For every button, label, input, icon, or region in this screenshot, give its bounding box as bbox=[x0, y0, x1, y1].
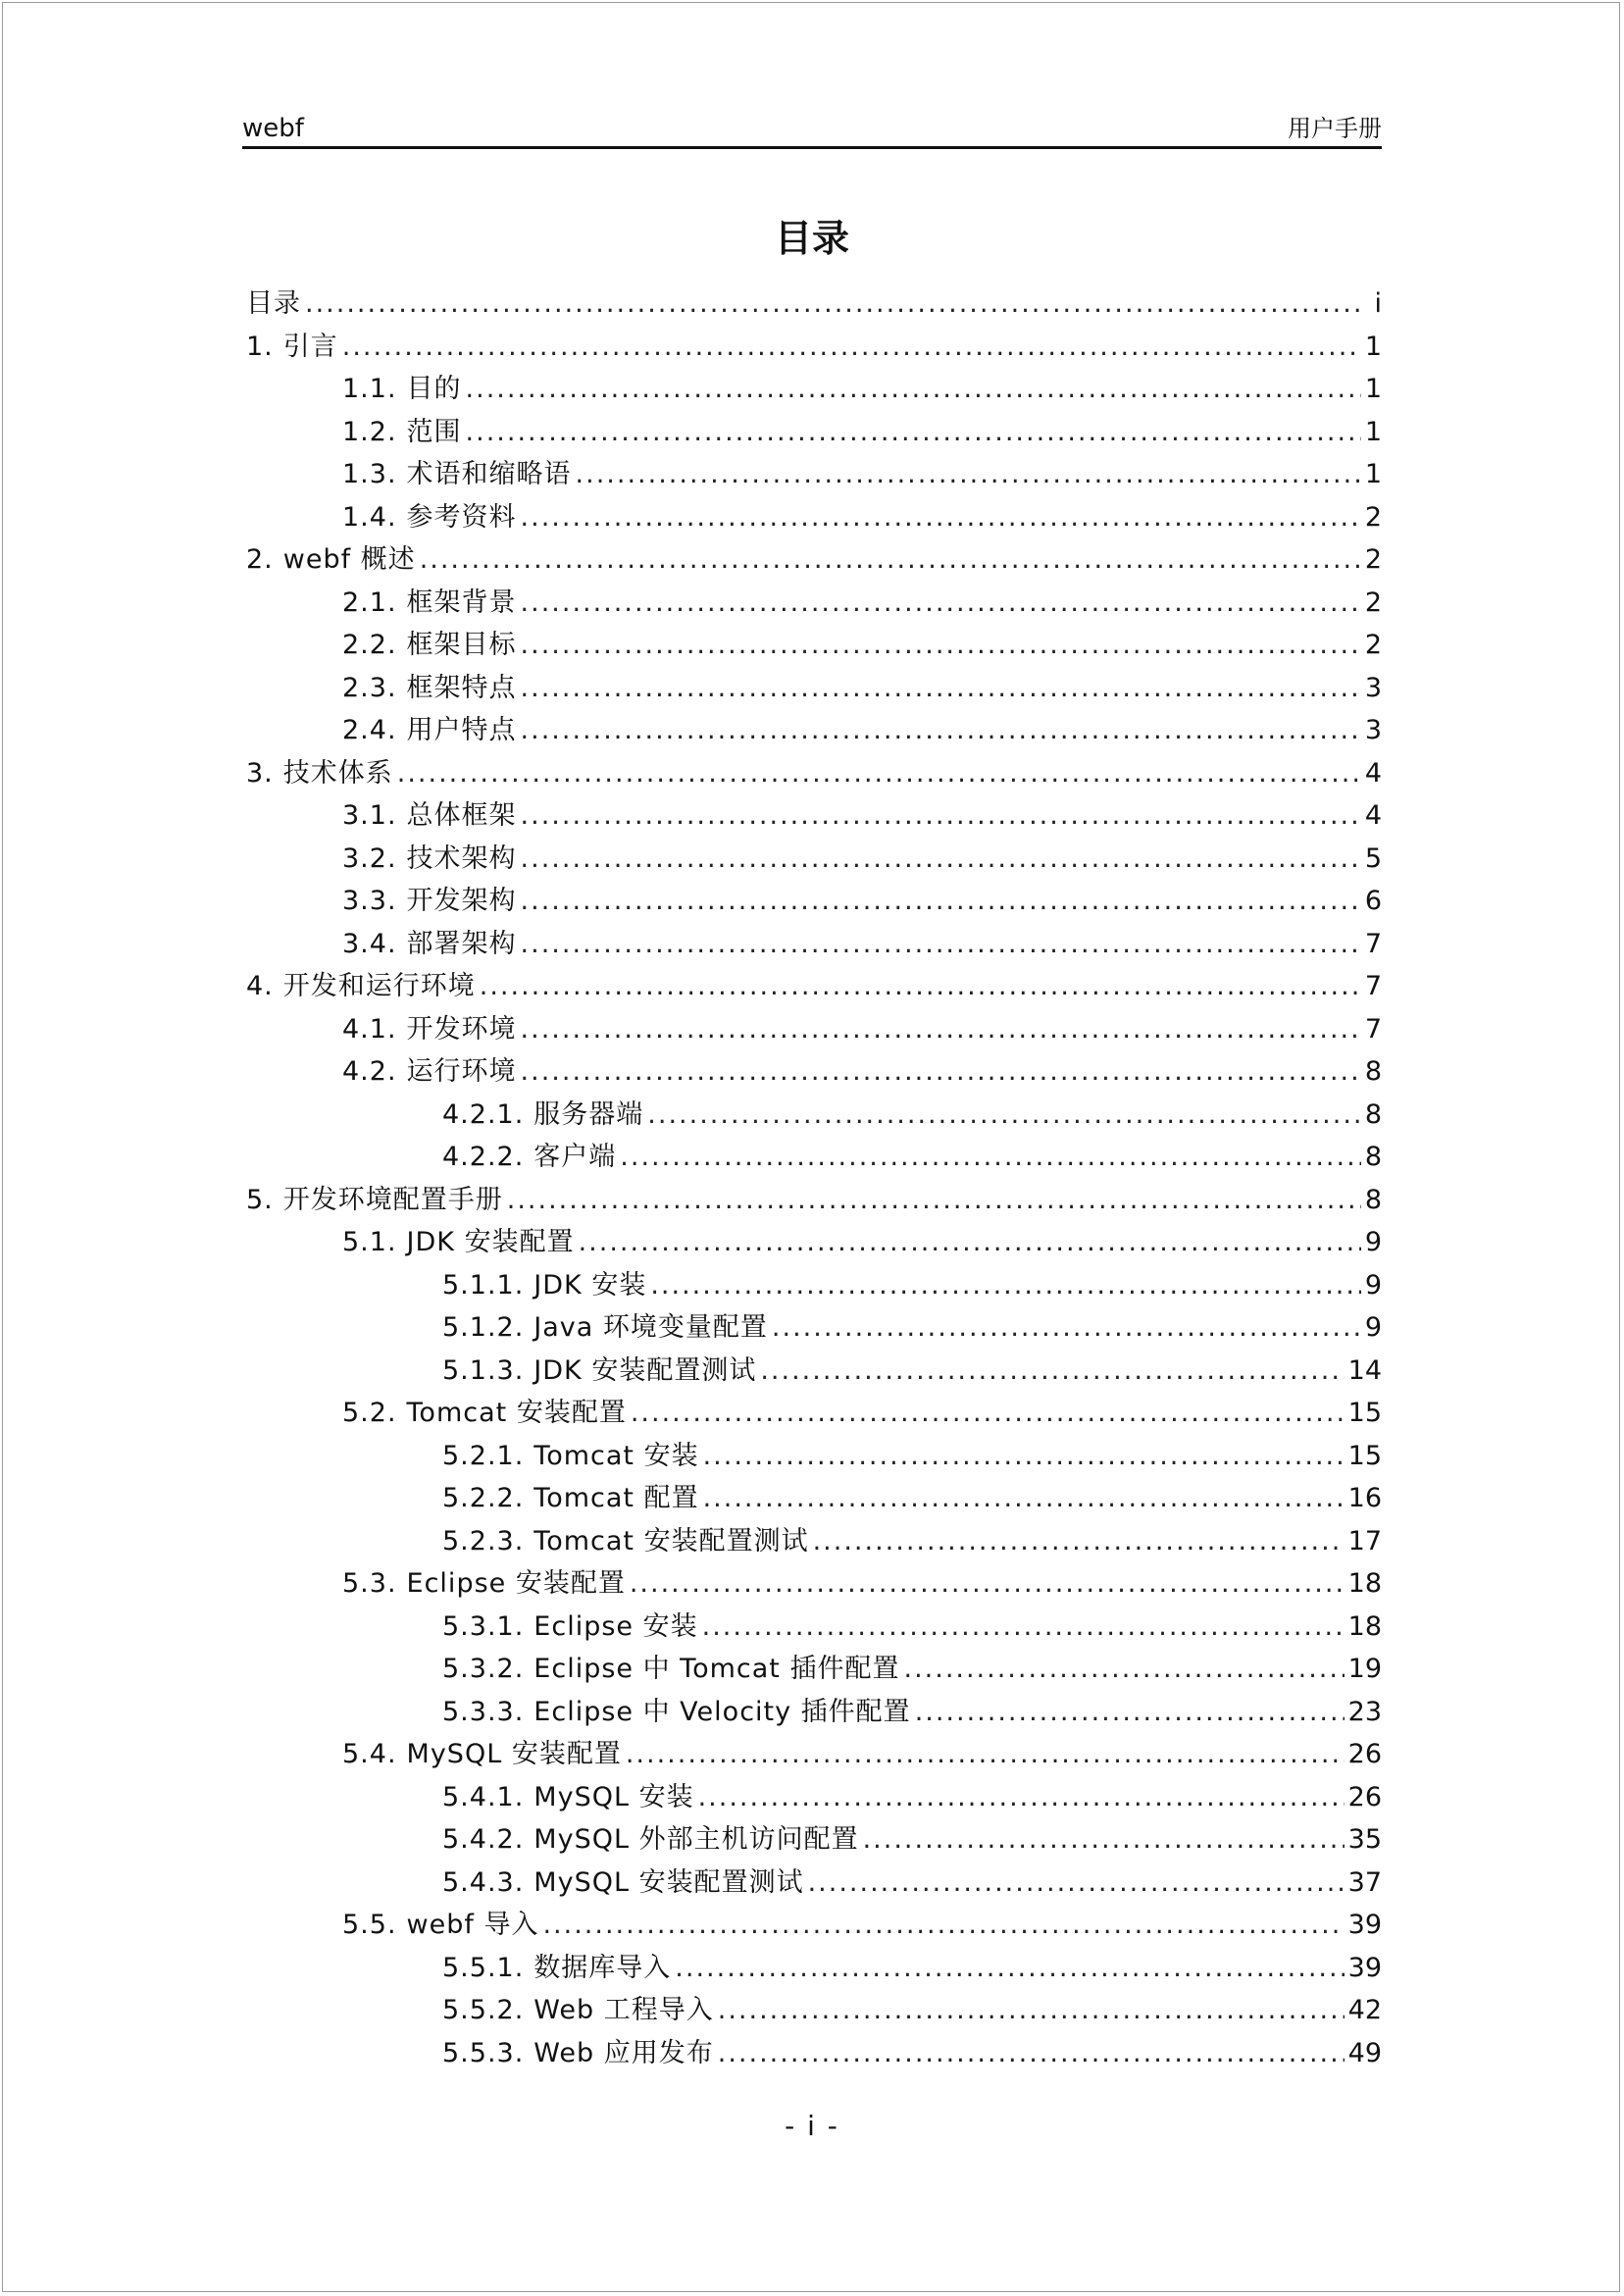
toc-entry[interactable] bbox=[246, 1520, 1382, 1563]
dot-leader bbox=[521, 582, 1361, 625]
dot-leader bbox=[521, 880, 1361, 923]
dot-leader bbox=[521, 624, 1361, 667]
toc-entry-number: 2.3. bbox=[342, 672, 397, 703]
toc-entry[interactable] bbox=[246, 538, 1382, 582]
toc-entry-page: 23 bbox=[1347, 1696, 1382, 1727]
toc-entry[interactable] bbox=[246, 1648, 1382, 1691]
toc-entry[interactable] bbox=[246, 1350, 1382, 1393]
toc-entry-label: 术语和缩略语 bbox=[406, 459, 572, 489]
toc-entry-page: 14 bbox=[1347, 1354, 1382, 1386]
toc-entry-label: 框架目标 bbox=[406, 630, 517, 660]
toc-entry[interactable] bbox=[246, 1606, 1382, 1649]
toc-entry[interactable] bbox=[246, 282, 1382, 326]
toc-entry-page: 9 bbox=[1364, 1312, 1382, 1343]
toc-entry-page: 1 bbox=[1364, 374, 1382, 404]
toc-entry-number: 1.2. bbox=[342, 416, 397, 447]
page-title: 目录 bbox=[774, 217, 849, 260]
toc-entry[interactable] bbox=[246, 1989, 1382, 2032]
toc-entry-label: 数据库导入 bbox=[533, 1952, 672, 1983]
toc-entry-label: 范围 bbox=[406, 416, 462, 447]
toc-entry-label: 用户特点 bbox=[406, 715, 517, 745]
dot-leader bbox=[507, 1179, 1361, 1222]
toc-entry[interactable] bbox=[246, 880, 1382, 923]
toc-entry-label: 框架特点 bbox=[406, 672, 517, 703]
dot-leader bbox=[466, 411, 1361, 454]
toc-entry[interactable] bbox=[246, 1008, 1382, 1051]
toc-entry-number: 5.5.1. bbox=[442, 1952, 525, 1983]
toc-entry[interactable] bbox=[246, 1094, 1382, 1137]
toc-entry-label: Tomcat 安装配置测试 bbox=[533, 1525, 809, 1556]
toc-entry[interactable] bbox=[246, 1947, 1382, 1990]
toc-entry-number: 4.1. bbox=[342, 1013, 397, 1045]
toc-entry-page: 6 bbox=[1364, 886, 1382, 916]
toc-entry-page: 19 bbox=[1347, 1654, 1382, 1684]
toc-entry[interactable] bbox=[246, 752, 1382, 795]
toc-entry-label: 开发和运行环境 bbox=[282, 971, 476, 1001]
dot-leader bbox=[772, 1306, 1361, 1350]
toc-entry-label: JDK 安装配置 bbox=[406, 1227, 575, 1257]
dot-leader bbox=[521, 1050, 1361, 1094]
toc-entry-label: 技术架构 bbox=[406, 842, 517, 874]
dot-leader bbox=[305, 282, 1364, 326]
toc-entry-number: 2. bbox=[246, 544, 274, 575]
toc-entry-page: 7 bbox=[1364, 1013, 1382, 1045]
dot-leader bbox=[521, 794, 1361, 838]
toc-entry-number: 5.4. bbox=[342, 1739, 397, 1769]
dot-leader bbox=[342, 326, 1361, 369]
dot-leader bbox=[397, 752, 1361, 795]
dot-leader bbox=[521, 1008, 1361, 1051]
header-doc-type: 用户手册 bbox=[1288, 115, 1382, 142]
dot-leader bbox=[813, 1520, 1345, 1563]
toc-entry[interactable] bbox=[246, 624, 1382, 667]
toc-entry-page: 8 bbox=[1364, 1142, 1382, 1172]
dot-leader bbox=[647, 1094, 1361, 1137]
toc-entry-page: 2 bbox=[1364, 587, 1382, 618]
toc-entry[interactable] bbox=[246, 411, 1382, 454]
toc-entry-label: 总体框架 bbox=[406, 800, 517, 831]
toc-entry-number: 1.1. bbox=[342, 374, 397, 404]
toc-entry-number: 5. bbox=[246, 1184, 274, 1215]
toc-entry-number: 5.1.1. bbox=[442, 1269, 525, 1301]
toc-entry-number: 5.3.2. bbox=[442, 1654, 525, 1684]
toc-entry-label: 开发环境配置手册 bbox=[282, 1184, 503, 1215]
dot-leader bbox=[521, 667, 1361, 710]
toc-entry-label: MySQL 安装 bbox=[533, 1781, 694, 1812]
dot-leader bbox=[521, 496, 1361, 539]
toc-entry-number: 3. bbox=[246, 757, 274, 789]
toc-entry-label: Tomcat 安装配置 bbox=[406, 1398, 627, 1428]
toc-entry-label: 目录 bbox=[246, 288, 301, 319]
dot-leader bbox=[808, 1862, 1345, 1905]
dot-leader bbox=[626, 1733, 1345, 1776]
toc-entry-page: 1 bbox=[1364, 331, 1382, 362]
toc-entry-number: 3.3. bbox=[342, 886, 397, 916]
toc-entry-page: 4 bbox=[1364, 800, 1382, 831]
toc-entry-number: 2.4. bbox=[342, 715, 397, 745]
dot-leader bbox=[542, 1904, 1344, 1947]
toc-entry[interactable] bbox=[246, 1691, 1382, 1734]
toc-entry-number: 1.4. bbox=[342, 501, 397, 533]
toc-entry-label: Eclipse 安装配置 bbox=[406, 1568, 626, 1599]
header-doc-name: webf bbox=[242, 114, 304, 143]
toc-entry-number: 5.5.3. bbox=[442, 2037, 525, 2068]
toc-entry-number: 5.3. bbox=[342, 1568, 397, 1599]
dot-leader bbox=[718, 1989, 1345, 2032]
toc-entry-page: 8 bbox=[1364, 1056, 1382, 1087]
dot-leader bbox=[702, 1606, 1345, 1649]
toc-entry[interactable] bbox=[246, 965, 1382, 1008]
toc-entry[interactable] bbox=[246, 1221, 1382, 1264]
toc-entry-number: 5.2.3. bbox=[442, 1525, 525, 1556]
toc-entry-label: 客户端 bbox=[533, 1142, 617, 1172]
toc-entry-number: 5.4.3. bbox=[442, 1866, 525, 1898]
toc-entry-page: 26 bbox=[1347, 1781, 1382, 1812]
toc-entry[interactable] bbox=[246, 1050, 1382, 1094]
toc-entry-number: 5.4.2. bbox=[442, 1824, 525, 1855]
toc-entry-label: 开发架构 bbox=[406, 886, 517, 916]
toc-entry-number: 1.3. bbox=[342, 459, 397, 489]
toc-entry-number: 5.2.2. bbox=[442, 1483, 525, 1513]
dot-leader bbox=[698, 1776, 1345, 1819]
toc-entry-label: Web 应用发布 bbox=[533, 2037, 714, 2068]
toc-entry-number: 5.4.1. bbox=[442, 1781, 525, 1812]
toc-entry-page: 26 bbox=[1347, 1739, 1382, 1769]
toc-entry-page: 9 bbox=[1364, 1227, 1382, 1257]
toc-entry-label: Tomcat 安装 bbox=[533, 1440, 699, 1471]
toc-entry-page: 3 bbox=[1364, 715, 1382, 745]
toc-entry-page: 18 bbox=[1347, 1568, 1382, 1599]
toc-entry[interactable] bbox=[246, 326, 1382, 369]
toc-entry[interactable] bbox=[246, 1562, 1382, 1606]
toc-entry-label: Eclipse 中 Tomcat 插件配置 bbox=[533, 1654, 900, 1684]
toc-entry-page: 42 bbox=[1347, 1995, 1382, 2025]
toc-entry-number: 4.2. bbox=[342, 1056, 397, 1087]
toc-entry-page: 39 bbox=[1347, 1910, 1382, 1940]
toc-entry-number: 5.1.3. bbox=[442, 1354, 525, 1386]
toc-entry[interactable] bbox=[246, 1904, 1382, 1947]
toc-entry[interactable] bbox=[246, 794, 1382, 838]
dot-leader bbox=[718, 2032, 1345, 2075]
toc-entry-page: 16 bbox=[1347, 1483, 1382, 1513]
toc-entry-page: 1 bbox=[1364, 459, 1382, 489]
toc-entry[interactable] bbox=[246, 1264, 1382, 1307]
toc-entry-label: 运行环境 bbox=[406, 1056, 517, 1087]
toc-entry-number: 1. bbox=[246, 331, 274, 362]
toc-entry-label: Java 环境变量配置 bbox=[533, 1312, 768, 1343]
toc-entry-page: 4 bbox=[1364, 757, 1382, 789]
toc-entry[interactable] bbox=[246, 1306, 1382, 1350]
toc-entry-number: 5.1.2. bbox=[442, 1312, 525, 1343]
dot-leader bbox=[620, 1136, 1361, 1179]
page-number-footer: - i - bbox=[785, 2110, 839, 2142]
dot-leader bbox=[903, 1648, 1344, 1691]
toc-entry-page: 15 bbox=[1347, 1440, 1382, 1471]
dot-leader bbox=[521, 709, 1361, 752]
toc-entry-page: 15 bbox=[1347, 1398, 1382, 1428]
dot-leader bbox=[466, 368, 1361, 411]
toc-entry-number: 4.2.1. bbox=[442, 1098, 525, 1130]
toc-entry-page: 49 bbox=[1347, 2037, 1382, 2068]
toc-entry[interactable] bbox=[246, 1179, 1382, 1222]
toc-entry-number: 5.3.1. bbox=[442, 1610, 525, 1642]
toc-entry[interactable] bbox=[246, 1818, 1382, 1862]
dot-leader bbox=[915, 1691, 1345, 1734]
toc-entry-page: 2 bbox=[1364, 501, 1382, 533]
toc-entry-label: Tomcat 配置 bbox=[533, 1483, 699, 1513]
toc-entry[interactable] bbox=[246, 667, 1382, 710]
toc-entry-label: MySQL 安装配置测试 bbox=[533, 1866, 804, 1898]
toc-entry-label: 技术体系 bbox=[282, 757, 393, 789]
dot-leader bbox=[631, 1392, 1345, 1435]
toc-entry-page: 17 bbox=[1347, 1525, 1382, 1556]
dot-leader bbox=[420, 538, 1361, 582]
dot-leader bbox=[521, 923, 1361, 966]
toc-entry-page: 18 bbox=[1347, 1610, 1382, 1642]
toc-entry-number: 5.5. bbox=[342, 1910, 397, 1940]
toc-entry-label: 目的 bbox=[406, 374, 462, 404]
toc-entry-label: Eclipse 中 Velocity 插件配置 bbox=[533, 1696, 911, 1727]
toc-entry-page: 8 bbox=[1364, 1184, 1382, 1215]
toc-entry-number: 5.3.3. bbox=[442, 1696, 525, 1727]
toc-entry-number: 4. bbox=[246, 971, 274, 1001]
toc-entry[interactable] bbox=[246, 1392, 1382, 1435]
dot-leader bbox=[630, 1562, 1345, 1606]
toc-entry[interactable] bbox=[246, 1733, 1382, 1776]
dot-leader bbox=[579, 1221, 1361, 1264]
toc-entry-number: 3.1. bbox=[342, 800, 397, 831]
toc-entry-page: 8 bbox=[1364, 1098, 1382, 1130]
toc-entry-page: 35 bbox=[1347, 1824, 1382, 1855]
toc-entry-label: MySQL 安装配置 bbox=[406, 1739, 622, 1769]
toc-entry-label: MySQL 外部主机访问配置 bbox=[533, 1824, 859, 1855]
toc-entry-page: 7 bbox=[1364, 971, 1382, 1001]
toc-entry[interactable] bbox=[246, 582, 1382, 625]
toc-entry-page: 9 bbox=[1364, 1269, 1382, 1301]
toc-entry-page: 7 bbox=[1364, 928, 1382, 959]
toc-entry-page: 39 bbox=[1347, 1952, 1382, 1983]
toc-entry[interactable] bbox=[246, 1776, 1382, 1819]
toc-entry-number: 5.2.1. bbox=[442, 1440, 525, 1471]
toc-entry-label: 部署架构 bbox=[406, 928, 517, 959]
toc-entry-label: webf 导入 bbox=[406, 1910, 539, 1940]
toc-entry-label: 服务器端 bbox=[533, 1098, 644, 1130]
toc-entry-number: 2.2. bbox=[342, 630, 397, 660]
toc-entry[interactable] bbox=[246, 453, 1382, 496]
toc-entry-page: i bbox=[1374, 288, 1382, 319]
toc-entry-page: 2 bbox=[1364, 544, 1382, 575]
toc-entry[interactable] bbox=[246, 1477, 1382, 1520]
toc-entry-number: 5.5.2. bbox=[442, 1995, 525, 2025]
toc-entry-label: webf 概述 bbox=[282, 544, 416, 575]
table-of-contents bbox=[246, 282, 1382, 2074]
toc-entry[interactable] bbox=[246, 2032, 1382, 2075]
toc-entry-page: 5 bbox=[1364, 842, 1382, 874]
toc-entry-label: 开发环境 bbox=[406, 1013, 517, 1045]
toc-entry[interactable] bbox=[246, 1136, 1382, 1179]
toc-entry-page: 1 bbox=[1364, 416, 1382, 447]
toc-entry-number: 3.2. bbox=[342, 842, 397, 874]
toc-entry-number: 5.1. bbox=[342, 1227, 397, 1257]
toc-entry-page: 37 bbox=[1347, 1866, 1382, 1898]
dot-leader bbox=[760, 1350, 1344, 1393]
toc-entry-page: 2 bbox=[1364, 630, 1382, 660]
toc-entry[interactable] bbox=[246, 1435, 1382, 1478]
toc-entry[interactable] bbox=[246, 838, 1382, 881]
dot-leader bbox=[521, 838, 1361, 881]
dot-leader bbox=[703, 1435, 1345, 1478]
toc-entry[interactable] bbox=[246, 1862, 1382, 1905]
toc-entry-label: 引言 bbox=[282, 331, 338, 362]
dot-leader bbox=[675, 1947, 1344, 1990]
toc-entry[interactable] bbox=[246, 368, 1382, 411]
dot-leader bbox=[703, 1477, 1345, 1520]
toc-entry-label: Web 工程导入 bbox=[533, 1995, 714, 2025]
toc-entry-number: 3.4. bbox=[342, 928, 397, 959]
toc-entry-number: 2.1. bbox=[342, 587, 397, 618]
toc-entry-label: JDK 安装 bbox=[533, 1269, 647, 1301]
running-header bbox=[242, 110, 1382, 149]
toc-entry-number: 5.2. bbox=[342, 1398, 397, 1428]
dot-leader bbox=[863, 1818, 1345, 1862]
dot-leader bbox=[576, 453, 1361, 496]
toc-entry-label: 框架背景 bbox=[406, 587, 517, 618]
toc-entry-label: JDK 安装配置测试 bbox=[533, 1354, 757, 1386]
toc-entry-number: 4.2.2. bbox=[442, 1142, 525, 1172]
toc-entry[interactable] bbox=[246, 496, 1382, 539]
dot-leader bbox=[480, 965, 1361, 1008]
toc-entry-label: 参考资料 bbox=[406, 501, 517, 533]
toc-entry[interactable] bbox=[246, 709, 1382, 752]
dot-leader bbox=[650, 1264, 1360, 1307]
toc-entry-page: 3 bbox=[1364, 672, 1382, 703]
toc-entry[interactable] bbox=[246, 923, 1382, 966]
toc-entry-label: Eclipse 安装 bbox=[533, 1610, 698, 1642]
